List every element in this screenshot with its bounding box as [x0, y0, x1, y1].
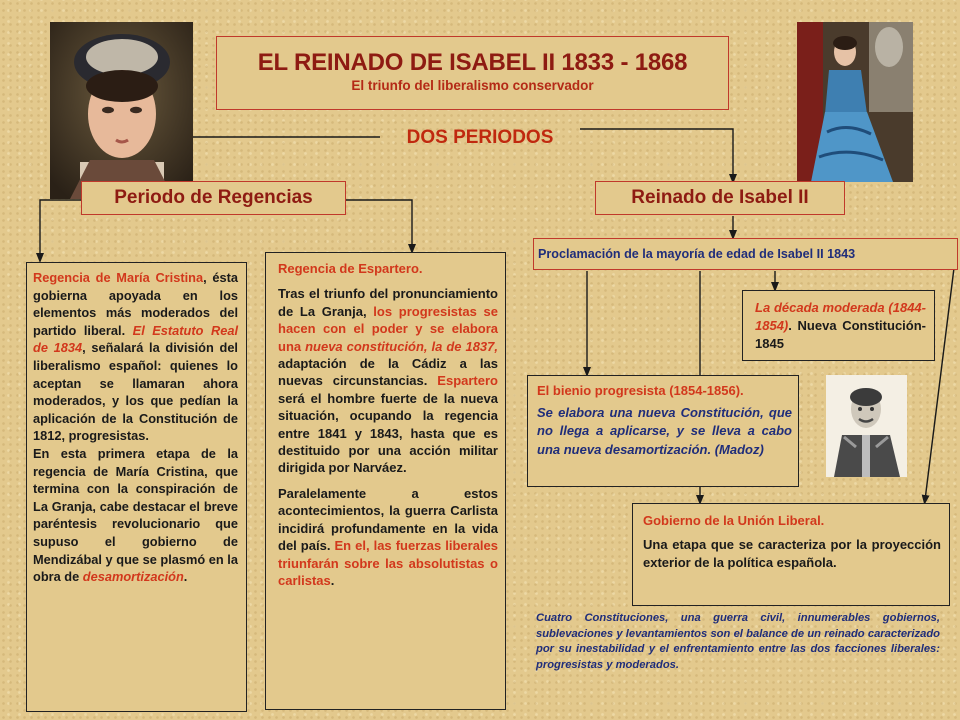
portrait-officer-icon [826, 375, 907, 477]
arrow-to-regencias [182, 137, 380, 179]
decada-body: . Nueva Constitución- 1845 [755, 318, 926, 351]
bienio-body: Se elabora una nueva Constitución, que no llega a aplicarse, y se lleva a cabo una nueva desamortización. (Madoz) [537, 404, 792, 457]
maria-t6: desamortización [82, 569, 184, 585]
title-box [216, 36, 729, 110]
dos-periodos-label: DOS PERIODOS [406, 127, 554, 148]
decada-title: La década moderada (1844-1854) [755, 300, 926, 333]
reinado-isabel-heading: Reinado de Isabel II [595, 181, 845, 215]
maria-t7: . [183, 569, 188, 585]
union-heading: Gobierno de la Unión Liberal. [643, 513, 825, 528]
decada-moderada-box [742, 290, 935, 361]
arrow-to-reinado [580, 129, 733, 179]
union-body: Una etapa que se caracteriza por la proyección exterior de la política española. [643, 536, 941, 570]
espartero-p1b: los progresistas se hacen con el poder y se elabora una [278, 303, 499, 354]
espartero-p2c: . [330, 572, 335, 588]
bienio-heading: El bienio progresista (1854-1856). [537, 383, 744, 398]
periodo-regencias-heading: Periodo de Regencias [81, 181, 346, 215]
main-subtitle: El triunfo del liberalismo conservador [351, 78, 594, 93]
espartero-p1d: adaptación de la Cádiz a las nuevas circunstancias. [278, 356, 498, 389]
arrow-side-to-union-liberal [925, 244, 957, 500]
espartero-heading: Regencia de Espartero. [278, 261, 423, 276]
proclamacion-mayoria-edad: Proclamación de la mayoría de edad de Isabel II 1843 [533, 238, 958, 270]
espartero-p2a: Paralelamente a estos acontecimientos, la guerra Carlista incidirá profundamente en la vida del país. [278, 485, 498, 554]
maria-t1: Regencia de María Cristina [33, 270, 204, 285]
regencia-espartero-box [265, 252, 506, 710]
summary-text: Cuatro Constituciones, una guerra civil, innumerables gobiernos, sublevaciones y levantamientos son el balance de un reinado caracterizado por su inestabilidad y el enfrentamiento entre las dos facciones liberales: progresistas y moderados. [536, 612, 940, 671]
espartero-p1c: nueva constitución, la de 1837, [305, 338, 498, 354]
union-liberal-box [632, 503, 950, 606]
regencia-maria-cristina-box [26, 262, 247, 712]
portrait-maria-cristina-icon [50, 22, 193, 199]
arrow-to-espartero [346, 200, 412, 249]
arrow-to-maria-cristina [40, 200, 81, 258]
espartero-p1f: será el hombre fuerte de la nueva situación, ocupando la regencia entre 1841 y 1843, hasta que es destituido por una acción militar dirigida por Narváez. [278, 390, 498, 476]
espartero-p1a: Tras el triunfo del pronunciamiento de La Granja, [278, 286, 498, 319]
main-title: EL REINADO DE ISABEL II 1833 - 1868 [257, 49, 688, 76]
maria-t4: , señalará la división del liberalismo español: quienes lo aceptan se llamaran ahora moderados, y los que pedían la aplicación de la Constitución de 1812, progresistas. [33, 340, 238, 444]
maria-t2: , ésta gobierna apoyada en los elementos más moderados del partido liberal. [33, 270, 238, 338]
bienio-progresista-box [527, 375, 799, 487]
maria-t3: El Estatuto Real de 1834 [33, 322, 238, 356]
portrait-isabel-ii-icon [797, 22, 913, 182]
espartero-p2b: En el, las fuerzas liberales triunfarán sobre las absolutistas o carlistas [278, 538, 498, 588]
maria-t5: En esta primera etapa de la regencia de María Cristina, que termina con la conspiración de La Granja, cabe destacar el breve paréntesis revolucionario que supuso el gobierno de Mendizábal y que se plasmó en la obra de [33, 445, 238, 585]
espartero-p1e: Espartero [437, 373, 498, 389]
